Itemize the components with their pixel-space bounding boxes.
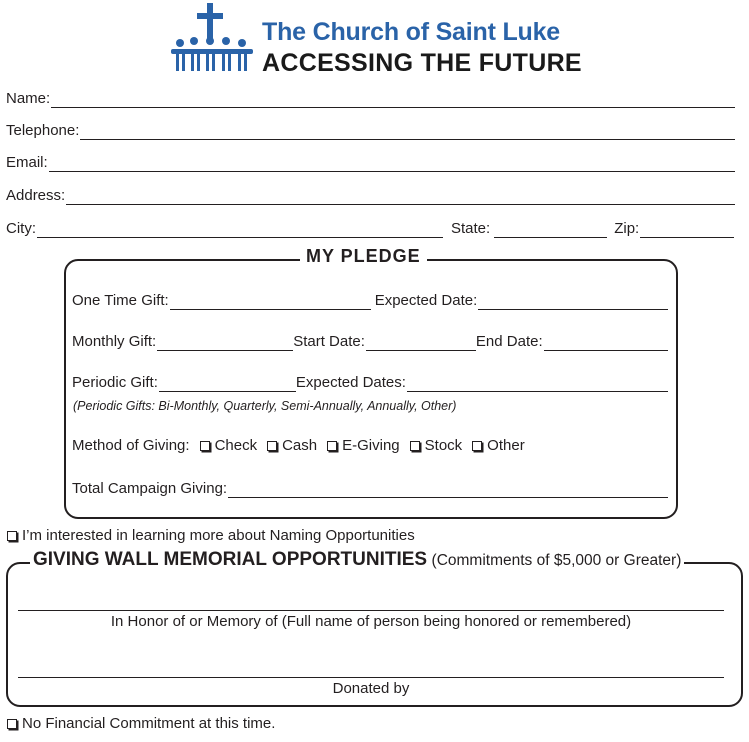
end-date-label: End Date: [475,333,543,350]
no-commitment-option[interactable] [7,715,275,732]
city-state-zip-row [6,216,735,238]
expected-dates-label: Expected Dates: [295,374,406,391]
checkbox-icon[interactable] [200,441,210,451]
pledge-title: MY PLEDGE [300,246,427,267]
method-option-check[interactable] [200,437,258,454]
name-line[interactable] [51,94,735,108]
total-campaign-giving-label: Total Campaign Giving: [72,480,228,497]
email-line[interactable] [49,158,735,172]
method-option-label: Other [487,437,525,454]
method-option-label: Cash [282,437,318,454]
address-field[interactable] [6,183,735,205]
giving-wall-heading [30,549,684,571]
honor-memory-line[interactable] [18,610,724,611]
telephone-line[interactable] [80,126,735,140]
expected-date-line[interactable] [478,296,668,310]
method-option-e-giving[interactable] [327,437,400,454]
church-name: The Church of Saint Luke [262,18,560,46]
monthly-gift-label: Monthly Gift: [72,333,157,350]
state-line[interactable] [494,224,607,238]
naming-opportunities-label: I’m interested in learning more about Naming Opportunities [22,527,415,544]
honor-memory-caption: In Honor of or Memory of (Full name of person being honored or remembered) [110,613,632,630]
method-of-giving-row [72,437,525,454]
periodic-gift-row [72,372,668,392]
monthly-gift-row [72,331,668,351]
periodic-gifts-note: (Periodic Gifts: Bi-Monthly, Quarterly, Semi-Annually, Annually, Other) [73,399,457,413]
start-date-label: Start Date: [293,333,365,350]
state-label: State: [451,220,491,237]
method-of-giving-label: Method of Giving: [72,437,190,454]
method-option-cash[interactable] [267,437,317,454]
start-date-line[interactable] [366,337,476,351]
city-label: City: [6,220,36,237]
email-field[interactable] [6,150,735,172]
total-campaign-giving-row [72,478,668,498]
donated-by-line[interactable] [18,677,724,678]
address-label: Address: [6,187,66,204]
method-option-label: Stock [424,437,463,454]
naming-opportunities-option[interactable] [7,527,415,544]
checkbox-icon[interactable] [410,441,420,451]
method-option-label: Check [214,437,258,454]
no-commitment-label: No Financial Commitment at this time. [22,715,276,732]
giving-wall-title: GIVING WALL MEMORIAL OPPORTUNITIES [33,549,428,570]
method-option-other[interactable] [472,437,525,454]
city-line[interactable] [37,224,443,238]
monthly-gift-line[interactable] [157,337,293,351]
method-option-stock[interactable] [410,437,463,454]
zip-line[interactable] [640,224,734,238]
address-line[interactable] [66,191,735,205]
donated-by-caption: Donated by [332,680,410,697]
zip-label: Zip: [614,220,640,237]
checkbox-icon[interactable] [267,441,277,451]
checkbox-icon[interactable] [472,441,482,451]
total-campaign-giving-line[interactable] [228,484,668,498]
expected-dates-line[interactable] [407,378,668,392]
church-logo-icon [171,3,253,71]
giving-wall-subtitle: (Commitments of $5,000 or Greater) [431,552,682,569]
periodic-gift-line[interactable] [159,378,296,392]
expected-date-label: Expected Date: [374,292,478,309]
one-time-gift-label: One Time Gift: [72,292,169,309]
checkbox-icon[interactable] [7,531,17,541]
name-label: Name: [6,90,51,107]
method-option-label: E-Giving [342,437,400,454]
checkbox-icon[interactable] [327,441,337,451]
email-label: Email: [6,154,48,171]
one-time-gift-row [72,290,668,310]
checkbox-icon[interactable] [7,719,17,729]
end-date-line[interactable] [544,337,668,351]
name-field[interactable] [6,86,735,108]
one-time-gift-line[interactable] [170,296,371,310]
periodic-gift-label: Periodic Gift: [72,374,158,391]
telephone-label: Telephone: [6,122,80,139]
telephone-field[interactable] [6,118,735,140]
campaign-tagline: ACCESSING THE FUTURE [262,49,582,77]
